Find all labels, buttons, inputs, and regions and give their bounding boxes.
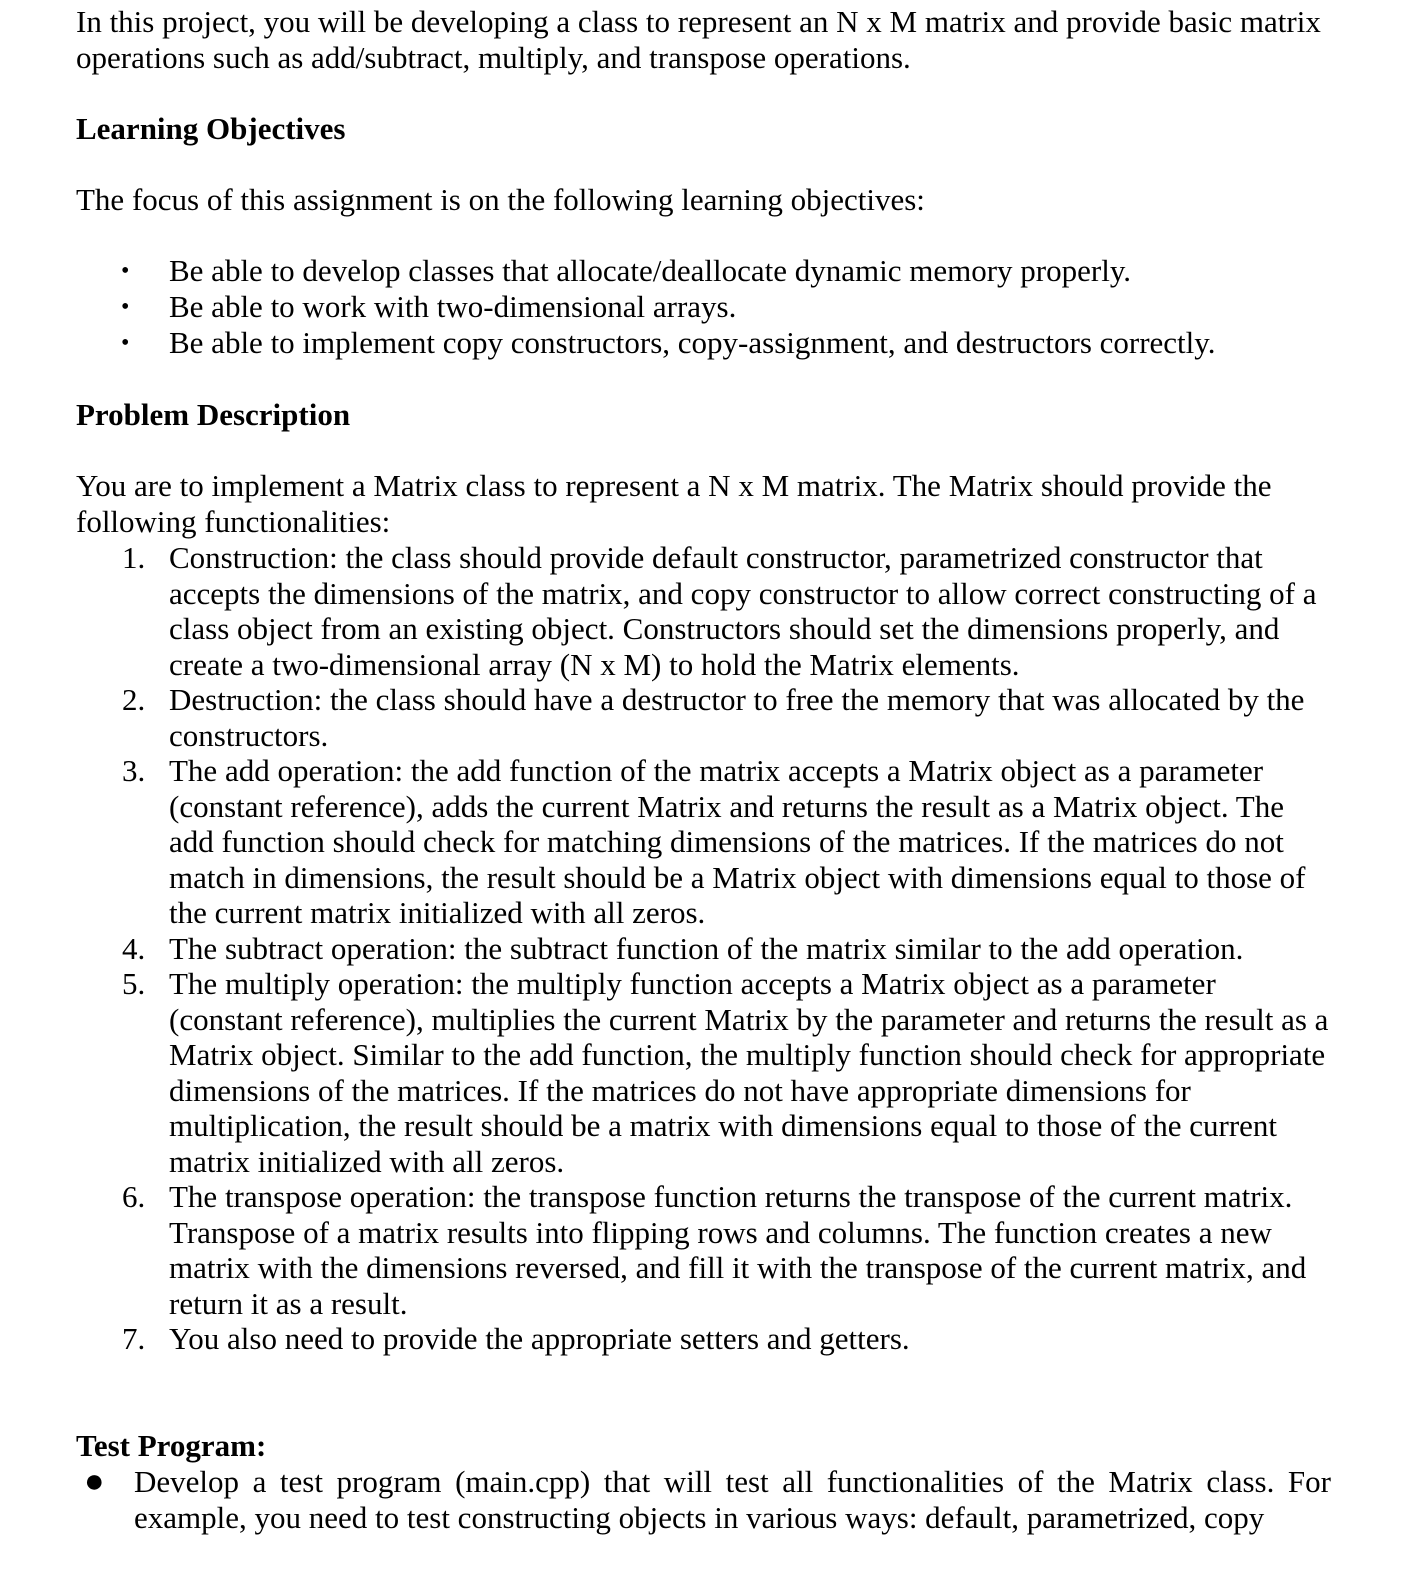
- objective-text: Be able to develop classes that allocate/deallocate dynamic memory properly.: [169, 253, 1132, 288]
- item-text: Destruction: the class should have a destructor to free the memory that was allocated by the constructors.: [169, 682, 1305, 753]
- functionality-item: [76, 540, 1331, 682]
- item-text: Construction: the class should provide default constructor, parametrized constructor that accepts the dimensions of the matrix, and copy constructor to allow correct constructing of a class object from an existing object. Constructors should set the dimensions properly, and create a two-dimensional array (N x M) to hold the Matrix elements.: [169, 540, 1317, 682]
- functionality-item: [76, 682, 1331, 753]
- item-number: 2.: [122, 682, 146, 717]
- item-text: The add operation: the add function of the matrix accepts a Matrix object as a parameter (constant reference), adds the current Matrix and returns the result as a Matrix object. The add function should check for matching dimensions of the matrices. If the matrices do not match in dimensions, the result should be a Matrix object with dimensions equal to those of the current matrix initialized with all zeros.: [169, 753, 1306, 930]
- functionality-item: [76, 931, 1331, 967]
- item-number: 3.: [122, 753, 146, 788]
- objective-text: Be able to implement copy constructors, copy-assignment, and destructors correctly.: [169, 325, 1216, 360]
- objective-item: [76, 253, 1331, 289]
- test-program-list: [76, 1464, 1331, 1536]
- learning-objectives-list: [76, 253, 1331, 361]
- functionality-item: [76, 1321, 1331, 1357]
- objective-text: Be able to work with two-dimensional arrays.: [169, 289, 737, 324]
- item-number: 5.: [122, 966, 146, 1001]
- bullet-icon: •: [121, 258, 130, 284]
- test-program-heading: Test Program:: [76, 1427, 267, 1463]
- item-text: You also need to provide the appropriate setters and getters.: [169, 1321, 910, 1356]
- problem-description-lead: You are to implement a Matrix class to represent a N x M matrix. The Matrix should provide the following functionalities:: [76, 468, 1272, 539]
- item-number: 6.: [122, 1179, 146, 1214]
- functionality-list: [76, 540, 1331, 1357]
- item-number: 7.: [122, 1321, 146, 1356]
- functionality-item: [76, 753, 1331, 931]
- item-text: The subtract operation: the subtract function of the matrix similar to the add operation.: [169, 930, 1244, 966]
- objective-item: [76, 289, 1331, 325]
- item-text: The transpose operation: the transpose function returns the transpose of the current matrix. Transpose of a matrix results into flipping rows and columns. The function creates a new matrix with the dimensions reversed, and fill it with the transpose of the current matrix, and return it as a result.: [169, 1179, 1307, 1321]
- test-program-text: Develop a test program (main.cpp) that will test all functionalities of the Matrix class. For example, you need to test constructing objects in various ways: default, parametrized, copy: [134, 1463, 1331, 1535]
- learning-objectives-heading: Learning Objectives: [76, 111, 346, 146]
- learning-objectives-lead: The focus of this assignment is on the following learning objectives:: [76, 182, 925, 217]
- test-program-item: [76, 1464, 1331, 1536]
- intro-paragraph: In this project, you will be developing a class to represent an N x M matrix and provide basic matrix operations such as add/subtract, multiply, and transpose operations.: [76, 4, 1321, 75]
- item-text: The multiply operation: the multiply function accepts a Matrix object as a parameter (constant reference), multiplies the current Matrix by the parameter and returns the result as a Matrix object. Similar to the add function, the multiply function should check for appropriate dimensions of the matrices. If the matrices do not have appropriate dimensions for multiplication, the result should be a matrix with dimensions equal to those of the current matrix initialized with all zeros.: [169, 966, 1329, 1179]
- bullet-icon: •: [121, 294, 130, 320]
- item-number: 1.: [122, 540, 146, 575]
- problem-description-heading: Problem Description: [76, 397, 351, 432]
- objective-item: [76, 325, 1331, 361]
- item-number: 4.: [122, 930, 146, 966]
- functionality-item: [76, 1179, 1331, 1321]
- bullet-icon: •: [121, 330, 130, 356]
- functionality-item: [76, 966, 1331, 1179]
- bullet-icon: ●: [84, 1462, 105, 1500]
